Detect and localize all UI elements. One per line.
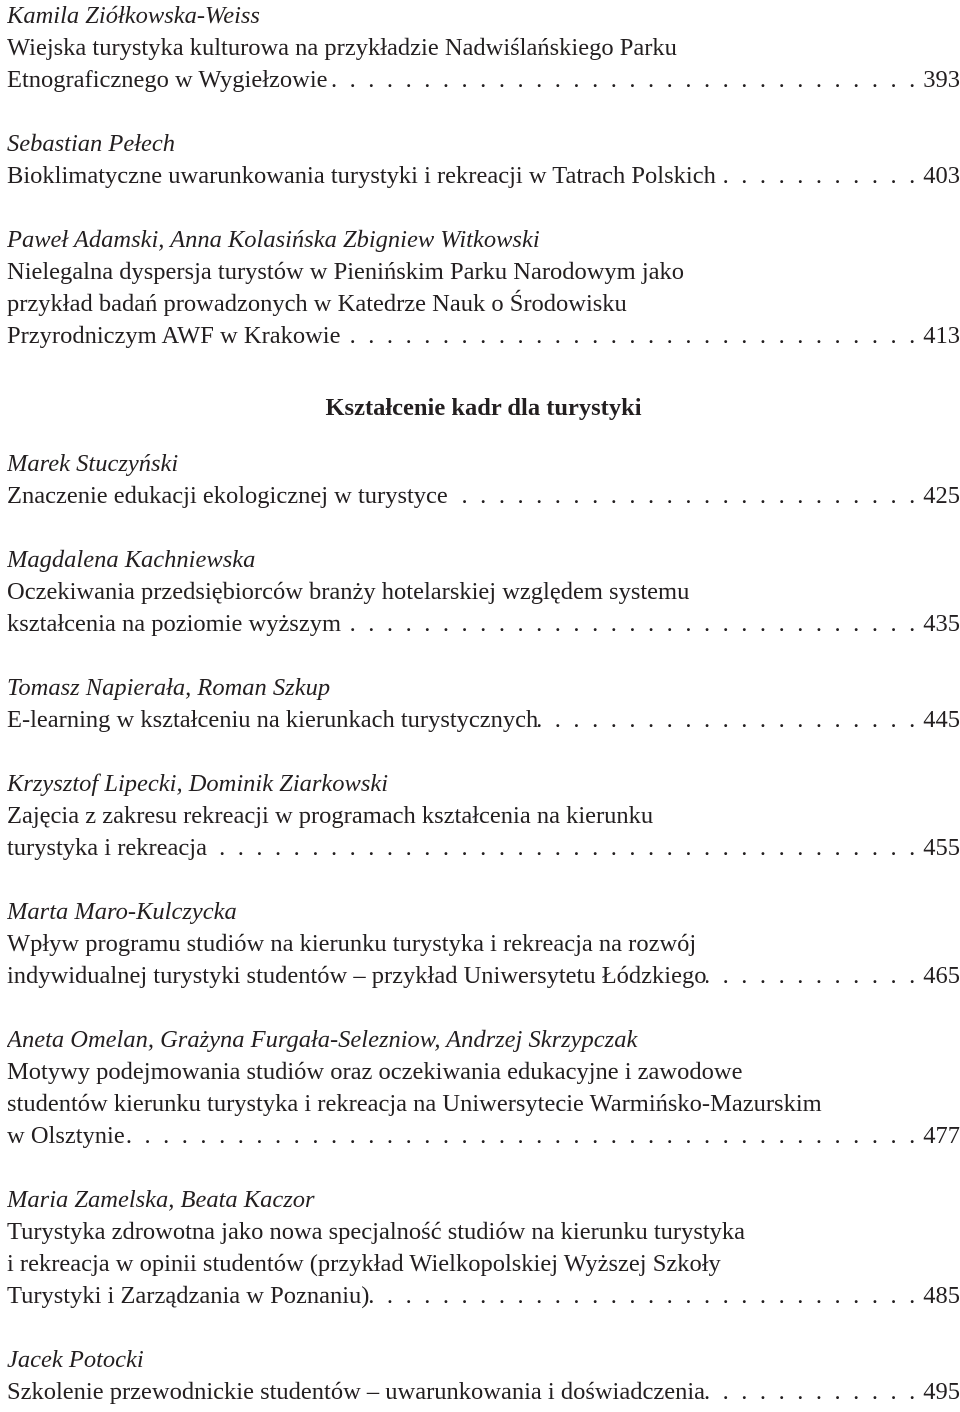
entry-title-line: Wpływ programu studiów na kierunku turystyka i rekreacja na rozwój (7, 930, 697, 957)
entry-authors: Magdalena Kachniewska (7, 546, 256, 573)
entry-title-text: Bioklimatyczne uwarunkowania turystyki i rekreacji w Tatrach Polskich (7, 162, 716, 189)
entry-title-line: Nielegalna dyspersja turystów w Pienińskim Parku Narodowym jako (7, 258, 685, 285)
dot-leader (448, 480, 915, 512)
entry-title-line: Turystyka zdrowotna jako nowa specjalność studiów na kierunku turystyka (7, 1218, 746, 1245)
dot-leader (706, 960, 915, 992)
entry-title-last-line (7, 608, 960, 640)
entry-title-text: w Olsztynie (7, 1122, 125, 1149)
page-number: 465 (923, 962, 960, 989)
toc-entry (7, 0, 960, 96)
entry-title-text: kształcenia na poziomie wyższym (7, 610, 342, 637)
entry-authors: Krzysztof Lipecki, Dominik Ziarkowski (7, 770, 389, 797)
entry-authors: Aneta Omelan, Grażyna Furgała-Selezniow, Andrzej Skrzypczak (7, 1026, 638, 1053)
entry-authors: Marta Maro-Kulczycka (7, 898, 237, 925)
page-number: 413 (923, 322, 960, 349)
section-heading: Kształcenie kadr dla turystyki (325, 394, 642, 421)
page-number: 455 (923, 834, 960, 861)
toc-group-after (7, 448, 960, 1408)
toc-entry (7, 448, 960, 512)
entry-authors: Kamila Ziółkowska-Weiss (7, 2, 260, 29)
toc-entry (7, 1024, 960, 1152)
page-number: 435 (923, 610, 960, 637)
entry-title-text: Szkolenie przewodnickie studentów – uwarunkowania i doświadczenia (7, 1378, 706, 1405)
entry-authors: Tomasz Napierała, Roman Szkup (7, 674, 331, 701)
page-number: 445 (923, 706, 960, 733)
entry-title-last-line (7, 160, 960, 192)
entry-title-text: Znaczenie edukacji ekologicznej w turystyce (7, 482, 448, 509)
entry-title-line: studentów kierunku turystyka i rekreacja na Uniwersytecie Warmińsko-Mazurskim (7, 1090, 822, 1117)
entry-authors: Jacek Potocki (7, 1346, 144, 1373)
entry-title-text: E-learning w kształceniu na kierunkach turystycznych (7, 706, 539, 733)
section-heading-wrap (7, 392, 960, 424)
dot-leader (340, 320, 915, 352)
entry-title-last-line (7, 832, 960, 864)
entry-title-last-line (7, 704, 960, 736)
toc-entry (7, 544, 960, 640)
toc-entry (7, 224, 960, 352)
entry-title-line: Motywy podejmowania studiów oraz oczekiwania edukacyjne i zawodowe (7, 1058, 743, 1085)
entry-title-text: turystyka i rekreacja (7, 834, 207, 861)
dot-leader (328, 64, 916, 96)
dot-leader (705, 1376, 915, 1408)
page-number: 393 (923, 66, 960, 93)
entry-title-line: Wiejska turystyka kulturowa na przykładzie Nadwiślańskiego Parku (7, 34, 677, 61)
entry-title-text: Przyrodniczym AWF w Krakowie (7, 322, 341, 349)
entry-title-line: przykład badań prowadzonych w Katedrze Nauk o Środowisku (7, 290, 627, 317)
entry-title-last-line (7, 1376, 960, 1408)
entry-title-last-line (7, 1280, 960, 1312)
page-number: 425 (923, 482, 960, 509)
entry-title-last-line (7, 1120, 960, 1152)
entry-title-text: Turystyki i Zarządzania w Poznaniu) (7, 1282, 370, 1309)
dot-leader (369, 1280, 915, 1312)
dot-leader (538, 704, 915, 736)
entry-authors: Marek Stuczyński (7, 450, 179, 477)
table-of-contents (7, 0, 960, 1408)
toc-entry (7, 768, 960, 864)
toc-entry (7, 128, 960, 192)
entry-title-text: indywidualnej turystyki studentów – przykład Uniwersytetu Łódzkiego (7, 962, 707, 989)
dot-leader (716, 160, 915, 192)
toc-entry (7, 1344, 960, 1408)
entry-title-line: Zajęcia z zakresu rekreacji w programach kształcenia na kierunku (7, 802, 654, 829)
entry-title-last-line (7, 64, 960, 96)
page-number: 477 (923, 1122, 960, 1149)
entry-title-line: Oczekiwania przedsiębiorców branży hotelarskiej względem systemu (7, 578, 690, 605)
entry-title-last-line (7, 320, 960, 352)
page-number: 403 (923, 162, 960, 189)
entry-title-line: i rekreacja w opinii studentów (przykład Wielkopolskiej Wyższej Szkoły (7, 1250, 721, 1277)
toc-group-before (7, 0, 960, 352)
page-number: 495 (923, 1378, 960, 1405)
entry-title-text: Etnograficznego w Wygiełzowie (7, 66, 328, 93)
toc-entry (7, 896, 960, 992)
entry-title-last-line (7, 960, 960, 992)
entry-title-last-line (7, 480, 960, 512)
dot-leader (341, 608, 915, 640)
entry-authors: Sebastian Pełech (7, 130, 176, 157)
dot-leader (207, 832, 915, 864)
page-number: 485 (923, 1282, 960, 1309)
dot-leader (125, 1120, 916, 1152)
toc-entry (7, 672, 960, 736)
toc-entry (7, 1184, 960, 1312)
entry-authors: Paweł Adamski, Anna Kolasińska Zbigniew Witkowski (7, 226, 540, 253)
entry-authors: Maria Zamelska, Beata Kaczor (7, 1186, 315, 1213)
